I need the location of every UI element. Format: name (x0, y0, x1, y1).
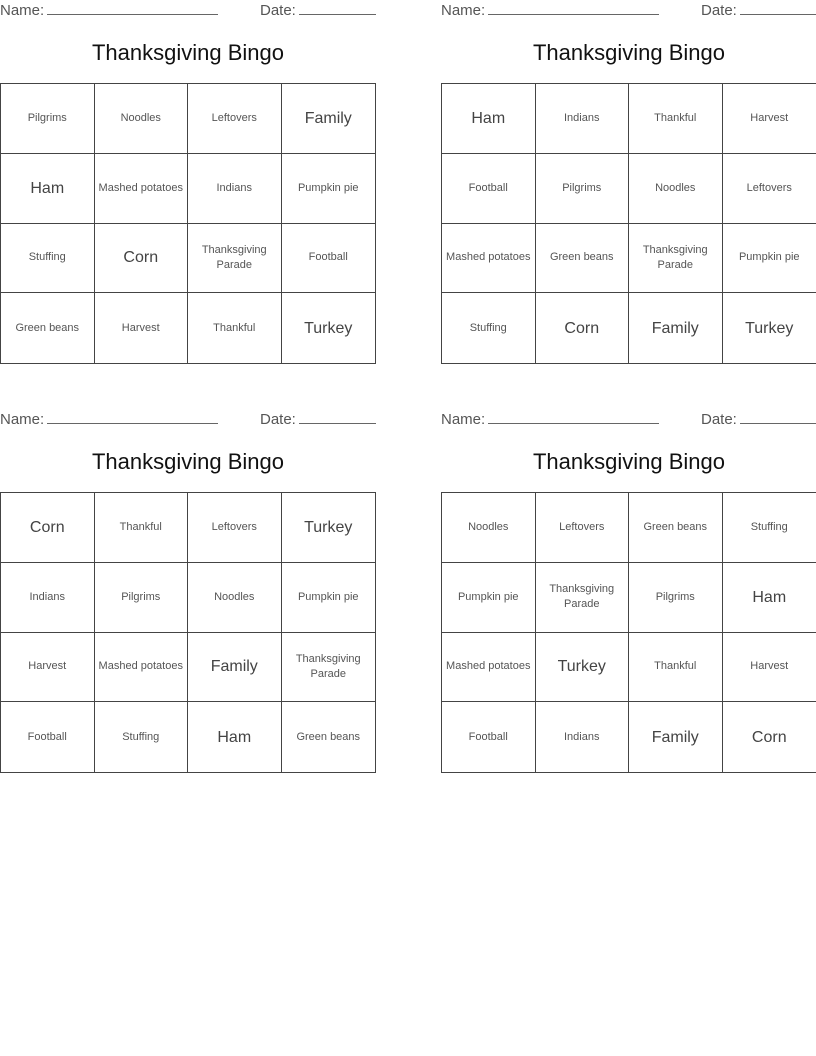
bingo-card (441, 409, 816, 746)
bingo-cell: Green beans (296, 730, 361, 743)
bingo-cell: Turkey (745, 319, 794, 337)
bingo-cell: Green beans (629, 493, 723, 563)
bingo-cell: Leftovers (536, 493, 630, 563)
date-label: Date: (701, 411, 737, 428)
bingo-grid (441, 83, 816, 364)
bingo-cell: Corn (1, 493, 95, 563)
date-label: Date: (701, 2, 737, 19)
bingo-cell: Turkey (304, 319, 353, 337)
card-title: Thanksgiving Bingo (91, 449, 284, 474)
bingo-cell: Turkey (282, 493, 376, 563)
bingo-cell: Green beans (536, 224, 630, 294)
bingo-cell: Noodles (442, 493, 536, 563)
bingo-cell: Stuffing (95, 702, 189, 772)
bingo-cell: Football (442, 154, 536, 224)
bingo-cell: Pilgrims (95, 563, 189, 633)
card-header-fields (0, 409, 376, 431)
card-header-fields (441, 409, 816, 431)
name-field (441, 2, 659, 19)
card-title: Thanksgiving Bingo (532, 449, 725, 474)
bingo-cell: Ham (442, 84, 536, 154)
bingo-cell: Mashed potatoes (95, 633, 189, 703)
name-blank-line (488, 2, 659, 15)
bingo-cell: Pumpkin pie (442, 563, 536, 633)
bingo-cell: Pilgrims (1, 84, 95, 154)
bingo-grid (441, 492, 816, 773)
bingo-grid (0, 492, 376, 773)
bingo-cell: Turkey (536, 633, 630, 703)
name-field (441, 411, 659, 428)
bingo-cell: Pumpkin pie (282, 154, 376, 224)
name-blank-line (47, 2, 218, 15)
bingo-cell: Harvest (1, 633, 95, 703)
bingo-cell: Thanksgiving Parade (188, 224, 282, 294)
bingo-cell: Harvest (723, 84, 816, 154)
date-label: Date: (260, 2, 296, 19)
bingo-cell: Ham (1, 154, 95, 224)
bingo-cell: Stuffing (1, 224, 95, 294)
bingo-cell: Indians (188, 154, 282, 224)
bingo-cell: Indians (536, 84, 630, 154)
bingo-cell: Ham (723, 563, 816, 633)
bingo-cell: Football (442, 702, 536, 772)
bingo-cell: Family (188, 633, 282, 703)
name-label: Name: (441, 2, 486, 19)
date-blank-line (299, 2, 376, 15)
card-title: Thanksgiving Bingo (91, 40, 284, 65)
name-label: Name: (0, 2, 45, 19)
bingo-cell: Thanksgiving Parade (536, 563, 630, 633)
bingo-cell: Football (1, 702, 95, 772)
bingo-cell: Leftovers (188, 84, 282, 154)
bingo-cell: Noodles (188, 563, 282, 633)
bingo-cell: Corn (95, 224, 189, 294)
bingo-cell: Thankful (95, 493, 189, 563)
name-label: Name: (0, 411, 45, 428)
bingo-cell: Pilgrims (629, 563, 723, 633)
date-field (701, 2, 816, 19)
bingo-cell: Pilgrims (536, 154, 630, 224)
bingo-cell: Harvest (95, 293, 189, 363)
bingo-cell: Stuffing (723, 493, 816, 563)
name-field (0, 411, 218, 428)
card-title: Thanksgiving Bingo (532, 40, 725, 65)
date-field (260, 2, 376, 19)
bingo-card (0, 0, 376, 337)
name-blank-line (488, 411, 659, 424)
bingo-cell: Corn (751, 728, 787, 746)
bingo-cell: Mashed potatoes (442, 224, 536, 294)
bingo-cell: Thankful (629, 84, 723, 154)
bingo-card (441, 0, 816, 337)
date-blank-line (740, 411, 816, 424)
bingo-cell: Thanksgiving Parade (282, 633, 376, 703)
bingo-cell: Indians (536, 702, 630, 772)
date-blank-line (740, 2, 816, 15)
bingo-card (0, 409, 376, 746)
bingo-cell: Stuffing (442, 293, 536, 363)
bingo-cell: Leftovers (723, 154, 816, 224)
bingo-cell: Family (282, 84, 376, 154)
bingo-cell: Harvest (723, 633, 816, 703)
bingo-cell: Leftovers (188, 493, 282, 563)
date-field (701, 411, 816, 428)
bingo-grid (0, 83, 376, 364)
name-blank-line (47, 411, 218, 424)
name-label: Name: (441, 411, 486, 428)
bingo-cell: Football (282, 224, 376, 294)
bingo-cell: Mashed potatoes (442, 633, 536, 703)
bingo-cell: Indians (1, 563, 95, 633)
bingo-cell: Pumpkin pie (723, 224, 816, 294)
bingo-cell: Family (629, 293, 723, 363)
date-blank-line (299, 411, 376, 424)
card-header-fields (0, 0, 376, 22)
bingo-cell: Family (629, 702, 723, 772)
bingo-cell: Thankful (188, 293, 282, 363)
bingo-cell: Noodles (95, 84, 189, 154)
bingo-cell: Green beans (1, 293, 95, 363)
date-label: Date: (260, 411, 296, 428)
date-field (260, 411, 376, 428)
bingo-cell: Noodles (629, 154, 723, 224)
bingo-cell: Corn (536, 293, 630, 363)
bingo-cell: Pumpkin pie (282, 563, 376, 633)
bingo-cell: Thankful (629, 633, 723, 703)
bingo-cell: Mashed potatoes (95, 154, 189, 224)
name-field (0, 2, 218, 19)
bingo-cell: Ham (188, 702, 282, 772)
card-header-fields (441, 0, 816, 22)
bingo-cell: Thanksgiving Parade (629, 224, 723, 294)
